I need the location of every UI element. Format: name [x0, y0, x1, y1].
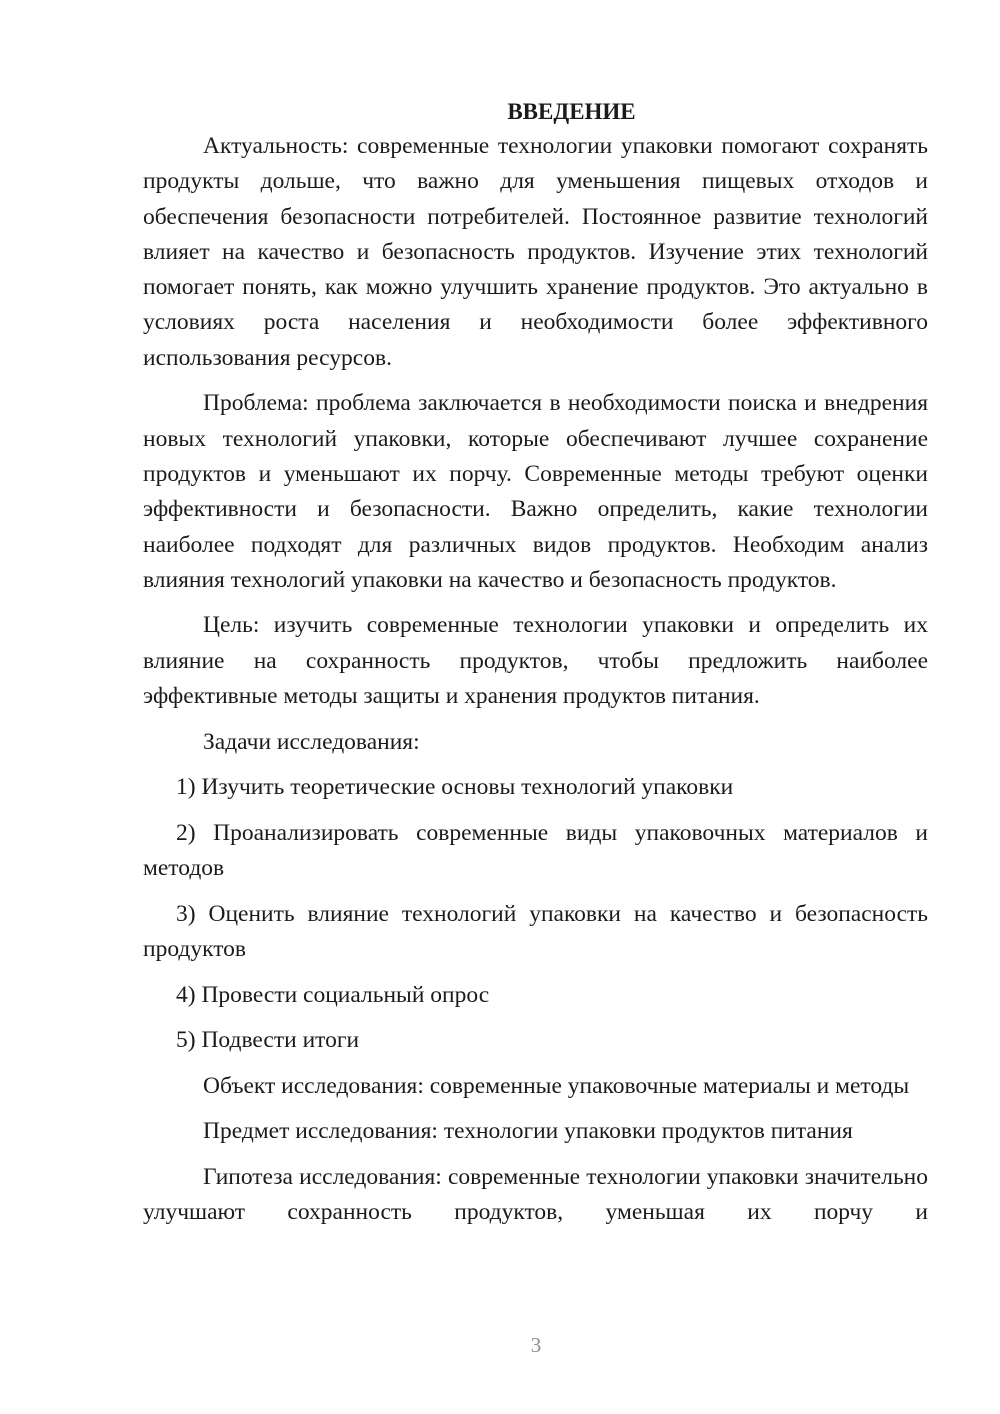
paragraph-relevance: Актуальность: современные технологии упаковки помогают сохранять продукты дольше, что важно для уменьшения пищевых отходов и обеспечения безопасности потребителей. Постоянное развитие технологий влияет на качество и безопасность продуктов. Изучение этих технологий помогает понять, как можно улучшить хранение продуктов. Это актуально в условиях роста населения и необходимости более эффективного использования ресурсов. — [143, 133, 928, 371]
task-item-5: 5) Подвести итоги — [176, 1027, 360, 1054]
paragraph-problem: Проблема: проблема заключается в необходимости поиска и внедрения новых технологий упаковки, которые обеспечивают лучшее сохранение продуктов и уменьшают их порчу. Современные методы требуют оценки эффективности и безопасности. Важно определить, какие технологии наиболее подходят для различных видов продуктов. Необходим анализ влияния технологий упаковки на качество и безопасность продуктов. — [143, 390, 928, 593]
page-number: 3 — [530, 1333, 542, 1357]
task-item-1: 1) Изучить теоретические основы технологий упаковки — [176, 774, 734, 801]
task-item-4: 4) Провести социальный опрос — [176, 981, 490, 1008]
paragraph-goal: Цель: изучить современные технологии упаковки и определить их влияние на сохранность продуктов, чтобы предложить наиболее эффективные методы защиты и хранения продуктов питания. — [143, 612, 928, 710]
paragraph-hypothesis: Гипотеза исследования: современные технологии упаковки значительно улучшают сохранность продуктов, уменьшая их порчу и — [143, 1163, 928, 1226]
task-item-3: 3) Оценить влияние технологий упаковки на качество и безопасность продуктов — [143, 900, 928, 963]
section-heading: ВВЕДЕНИЕ — [507, 99, 636, 124]
paragraph-subject: Предмет исследования: технологии упаковки продуктов питания — [203, 1118, 853, 1145]
paragraph-object: Объект исследования: современные упаковочные материалы и методы — [203, 1072, 910, 1099]
page-content — [143, 94, 928, 1231]
tasks-heading: Задачи исследования: — [203, 728, 420, 755]
task-item-2: 2) Проанализировать современные виды упаковочных материалов и методов — [143, 819, 928, 882]
